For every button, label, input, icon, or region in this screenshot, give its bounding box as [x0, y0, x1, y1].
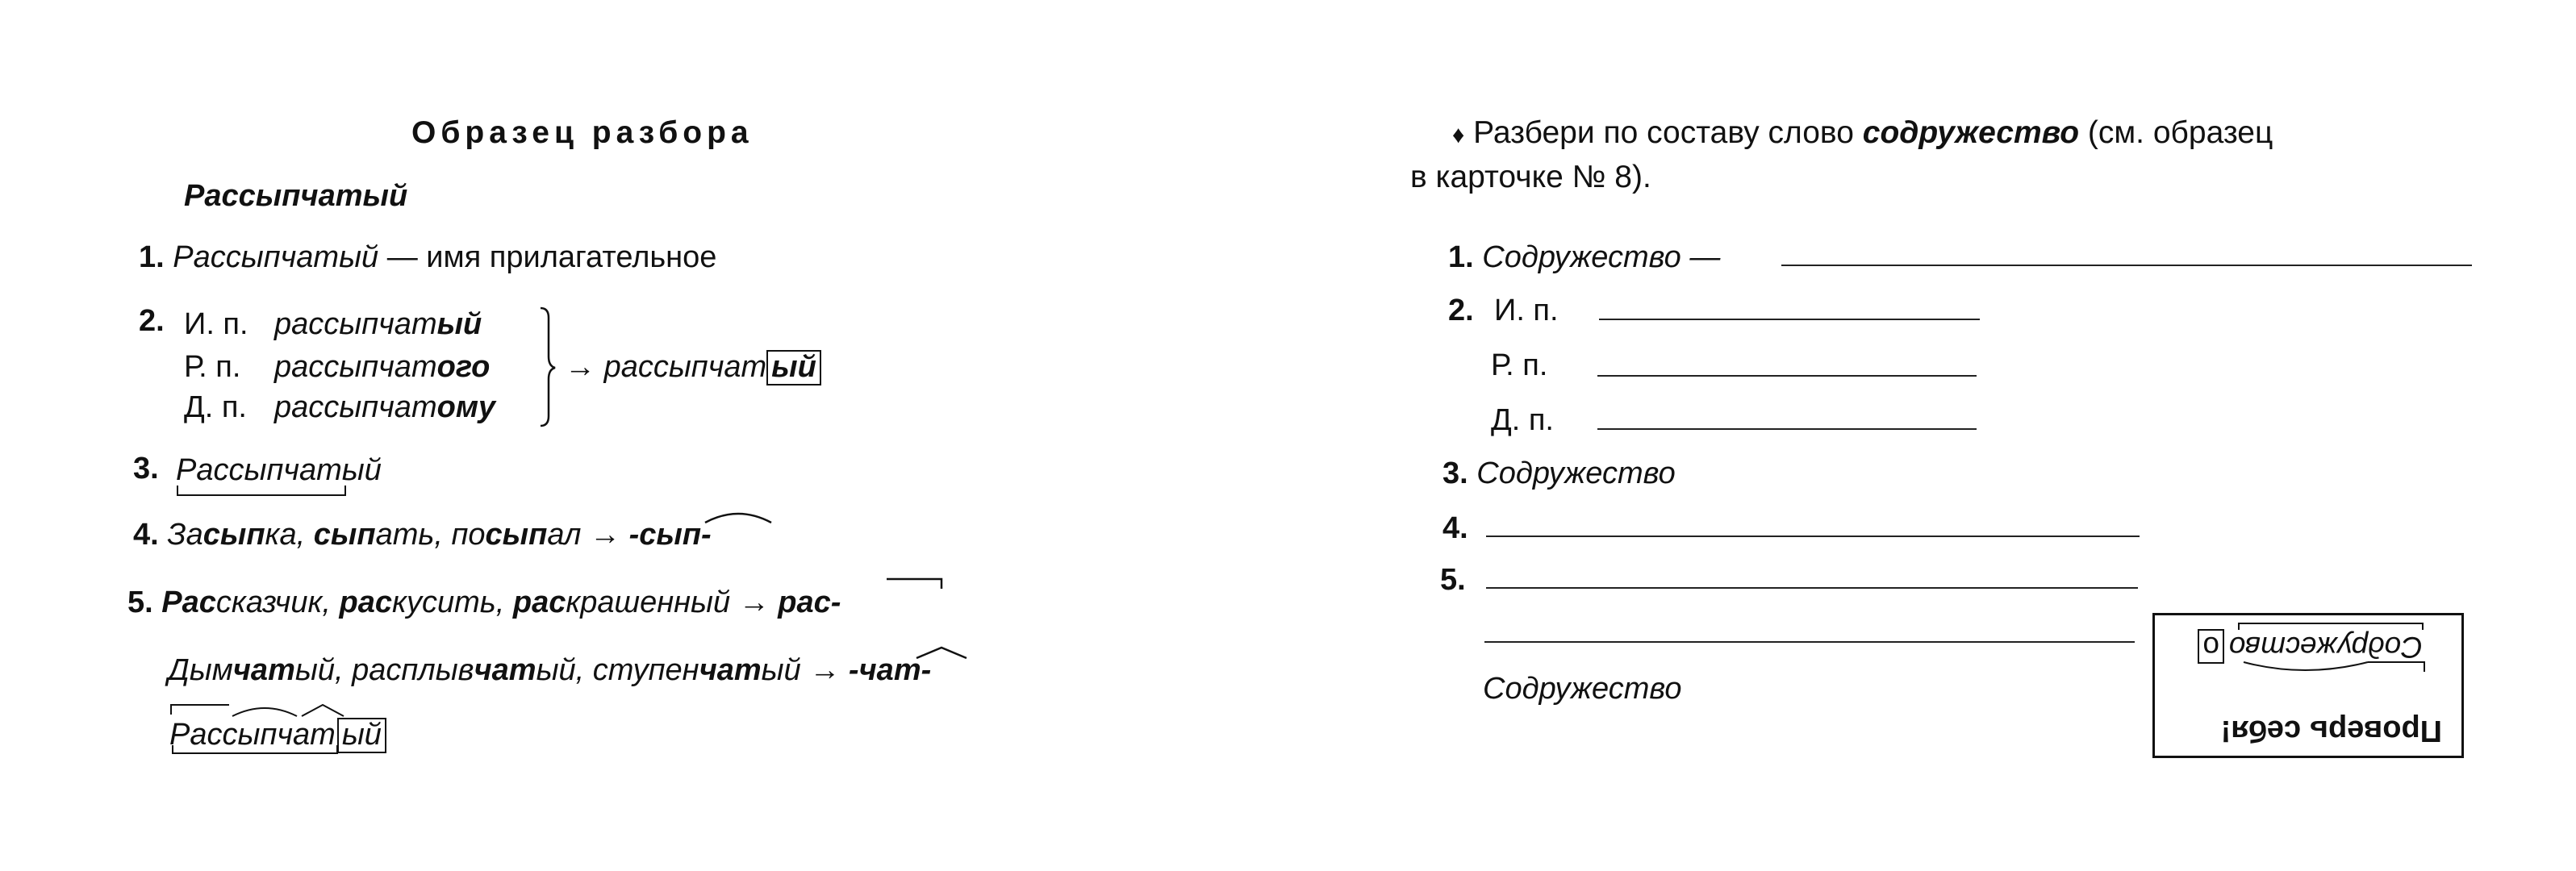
item-number: 1.	[139, 240, 165, 274]
task-line-1: ♦ Разбери по составу слово содружество (см. образец	[1452, 115, 2273, 150]
case-label: И. п.	[184, 307, 248, 341]
item3-word: Рассыпчатый	[176, 453, 382, 487]
sample-item-5-line1: 5. Рассказчик, раскусить, раскрашенный → рас-	[127, 586, 841, 619]
arrow: →	[565, 350, 595, 384]
prefix-part: Рас	[169, 718, 223, 752]
check-morpheme-marks	[2168, 619, 2426, 677]
ending-box: ый	[337, 718, 386, 753]
task-line-2: в карточке № 8).	[1410, 160, 1651, 194]
sample-item-5-line2: Дымчатый, расплывчатый, ступенчатый → -чат-	[168, 653, 932, 687]
prefix-mark	[885, 577, 943, 592]
stem-mark	[176, 484, 347, 498]
ending-box: о	[2198, 629, 2224, 664]
arrow: →	[738, 586, 770, 619]
bullet-icon: ♦	[1452, 122, 1465, 148]
arrow: →	[809, 653, 841, 687]
suffix-mark	[913, 645, 970, 660]
root-part: сып	[222, 718, 278, 752]
suffix-part: чат	[277, 718, 336, 752]
item1-text: — имя прилагательное	[386, 240, 717, 274]
check-title: Проверь себя!	[2220, 714, 2442, 748]
sample-item-4: 4. Засыпка, сыпать, посыпал → -сып-	[133, 518, 712, 552]
task-item-1: 1. Содружество —	[1448, 240, 1721, 274]
item1-word: Рассыпчатый	[173, 240, 379, 274]
item-number: 2.	[139, 304, 165, 338]
item-number: 5.	[1440, 563, 1466, 597]
final-word: Содружество	[1483, 672, 1682, 706]
case-label: И. п.	[1494, 294, 1559, 327]
suffix-result: -чат-	[848, 653, 932, 687]
check-yourself-box	[2152, 613, 2464, 758]
answer-line[interactable]	[1781, 265, 2472, 266]
case-label: Р. п.	[184, 350, 241, 384]
morpheme-marks	[169, 700, 411, 758]
answer-line[interactable]	[1484, 641, 2135, 643]
case-form: рассыпчатого	[274, 350, 491, 384]
task-item-3: 3. Содружество	[1442, 456, 1676, 490]
check-word: Содружествоо	[2198, 629, 2423, 664]
prefix-result: рас-	[778, 586, 841, 619]
answer-line[interactable]	[1597, 375, 1977, 377]
case-form: рассыпчатому	[274, 390, 496, 424]
item-number: 2.	[1448, 294, 1474, 327]
item-number: 4.	[1442, 511, 1468, 545]
root-result: -сып-	[628, 518, 712, 552]
task-word: содружество	[1862, 115, 2080, 150]
case-label: Д. п.	[184, 390, 247, 424]
answer-line[interactable]	[1486, 536, 2140, 537]
case-form: рассыпчатый	[274, 307, 482, 341]
answer-line[interactable]	[1486, 587, 2138, 589]
arrow: →	[590, 518, 621, 552]
ending-box: ый	[766, 350, 821, 385]
answer-line[interactable]	[1597, 428, 1977, 430]
answer-line[interactable]	[1599, 319, 1980, 320]
curly-brace	[539, 306, 555, 427]
sample-item-1	[139, 242, 716, 273]
ending-result: → рассыпчат ый	[565, 350, 821, 385]
sample-heading: Образец разбора	[411, 115, 754, 150]
root-arc	[702, 508, 774, 524]
item-number: 3.	[133, 452, 159, 486]
sample-word: Рассыпчатый	[184, 179, 408, 213]
case-label: Р. п.	[1491, 348, 1548, 382]
case-label: Д. п.	[1491, 403, 1554, 437]
